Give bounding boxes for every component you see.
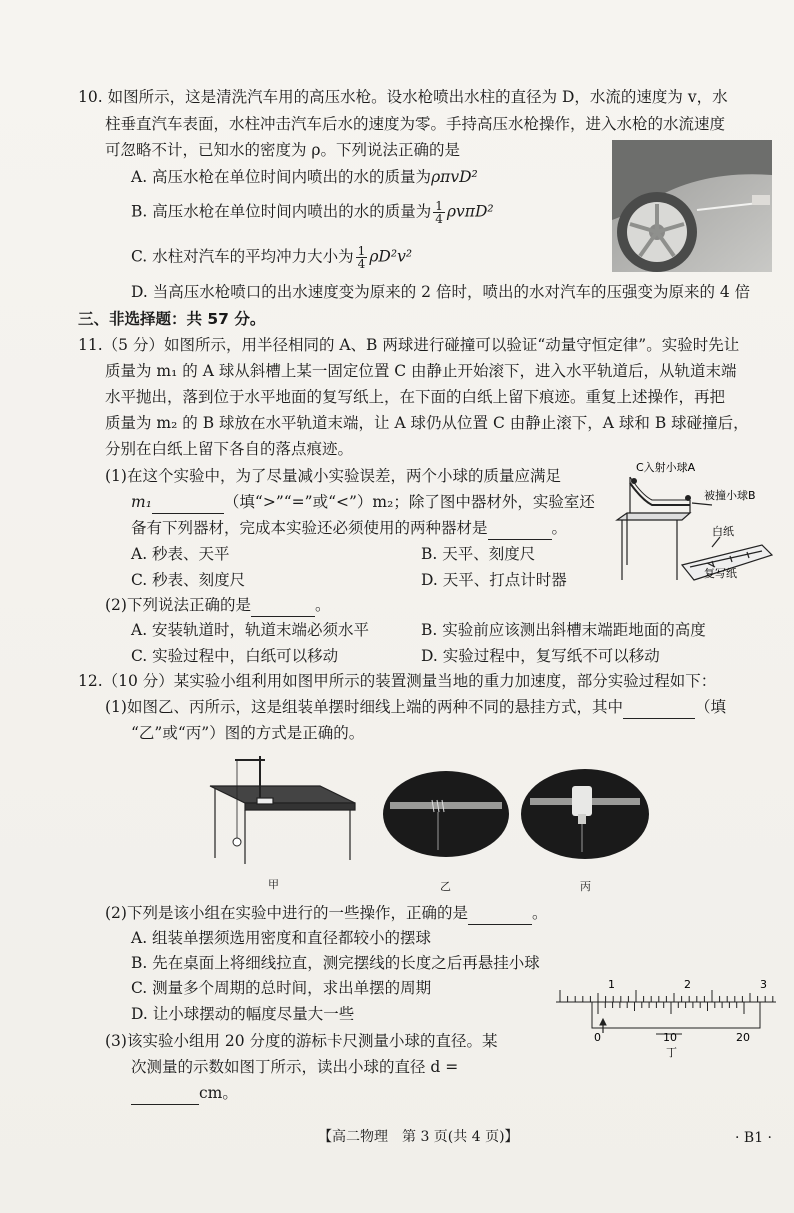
pendulum-apparatus-figure (205, 748, 365, 868)
q12-part2-option-a: A. 组装单摆须选用密度和直径都较小的摆球 (131, 929, 432, 947)
q10-option-d: D. 当高压水枪喷口的出水速度变为原来的 2 倍时，喷出的水对汽车的压强变为原来的 4 倍 (131, 283, 751, 301)
caption-ding: 丁 (666, 1046, 677, 1059)
q11-line3: 水平抛出，落到位于水平地面的复写纸上，在下面的白纸上留下痕迹。重复上述操作，再把 (105, 388, 726, 406)
answer-blank (468, 902, 532, 925)
answer-blank (152, 491, 224, 514)
caliper-main-label-2: 2 (684, 978, 691, 991)
q12-part3-line2: 次测量的示数如图丁所示，读出小球的直径 d = (131, 1058, 459, 1076)
q11-line1: 11.（5 分）如图所示，用半径相同的 A、B 两球进行碰撞可以验证“动量守恒定律”。实验时先让 (78, 336, 740, 354)
caliper-vernier-label-10: 10 (663, 1031, 677, 1044)
footer-page-info: 【高二物理 第 3 页(共 4 页)】 (318, 1129, 519, 1145)
answer-blank (251, 594, 315, 617)
q10-line1: 10. 如图所示，这是清洗汽车用的高压水枪。设水枪喷出水柱的直径为 D，水流的速度为 v，水 (78, 88, 728, 106)
q12-line1: 12.（10 分）某实验小组利用如图甲所示的装置测量当地的重力加速度，部分实验过程如下： (78, 672, 717, 690)
q11-part1-option-c: C. 秒表、刻度尺 (131, 571, 246, 589)
caption-bing: 丙 (580, 880, 591, 893)
section-3-heading: 三、非选择题：共 57 分。 (78, 310, 266, 328)
q12-part2-option-b: B. 先在桌面上将细线拉直，测完摆线的长度之后再悬挂小球 (131, 954, 540, 972)
fraction: $\frac{1}{4}$ (435, 199, 443, 226)
q11-part1-option-d: D. 天平、打点计时器 (421, 571, 567, 589)
q10-line3: 可忽略不计，已知水的密度为 ρ。下列说法正确的是 (105, 141, 461, 159)
q11-part1-line2: m₁ （填“>”“=”或“<”）m₂；除了图中器材外，实验室还 (131, 491, 595, 514)
q11-part1-option-b: B. 天平、刻度尺 (421, 545, 536, 563)
label-white-paper: 白纸 (712, 525, 734, 538)
caliper-vernier-label-20: 20 (736, 1031, 750, 1044)
label-carbon-paper: 复写纸 (704, 567, 737, 580)
q10-option-b: B. 高压水枪在单位时间内喷出的水的质量为 $\frac{1}{4}$ ρvπD² (131, 199, 494, 226)
q11-part2-option-a: A. 安装轨道时，轨道末端必须水平 (131, 621, 370, 639)
suspension-method-yi-photo (382, 770, 510, 858)
q12-part3-line3: cm。 (131, 1082, 238, 1105)
q11-line2: 质量为 m₁ 的 A 球从斜槽上某一固定位置 C 由静止开始滚下，进入水平轨道后，从轨道末端 (105, 362, 737, 380)
vernier-caliper-figure (556, 978, 781, 1063)
caption-yi: 乙 (440, 880, 451, 893)
caliper-main-label-1: 1 (608, 978, 615, 991)
fraction: $\frac{1}{4}$ (357, 244, 366, 271)
q12-part1-line2: “乙”或“丙”）图的方式是正确的。 (131, 724, 365, 742)
q11-part2-option-b: B. 实验前应该测出斜槽末端距地面的高度 (421, 621, 706, 639)
q12-part2-line: (2)下列是该小组在实验中进行的一些操作，正确的是 。 (105, 902, 547, 925)
caliper-vernier-label-0: 0 (594, 1031, 601, 1044)
label-incident-ball: C入射小球A (636, 461, 696, 474)
q10-line2: 柱垂直汽车表面，水柱冲击汽车后水的速度为零。手持高压水枪操作，进入水枪的水流速度 (105, 115, 726, 133)
answer-blank (623, 696, 695, 719)
collision-apparatus-figure (612, 455, 777, 590)
answer-blank (131, 1082, 199, 1105)
car-wash-photo (612, 140, 772, 272)
q10-option-a: A. 高压水枪在单位时间内喷出的水的质量为ρπvD² (131, 168, 478, 186)
q11-part2-option-d: D. 实验过程中，复写纸不可以移动 (421, 647, 660, 665)
q10-option-c: C. 水柱对汽车的平均冲力大小为 $\frac{1}{4}$ ρD²v² (131, 244, 413, 271)
answer-blank (488, 517, 552, 540)
q11-line4: 质量为 m₂ 的 B 球放在水平轨道末端，让 A 球仍从位置 C 由静止滚下，A 球和 B 球碰撞后， (105, 414, 749, 432)
q11-part2-option-c: C. 实验过程中，白纸可以移动 (131, 647, 339, 665)
suspension-method-bing-photo (520, 768, 650, 860)
caliper-main-label-3: 3 (760, 978, 767, 991)
q11-part1-option-a: A. 秒表、天平 (131, 545, 230, 563)
caption-jia: 甲 (268, 878, 279, 891)
q12-part2-option-c: C. 测量多个周期的总时间，求出单摆的周期 (131, 979, 432, 997)
q11-part1-line3: 备有下列器材，完成本实验还必须使用的两种器材是 。 (131, 517, 567, 540)
q11-line5: 分别在白纸上留下各自的落点痕迹。 (105, 440, 354, 458)
q12-part2-option-d: D. 让小球摆动的幅度尽量大一些 (131, 1005, 355, 1023)
q11-part1-line1: (1)在这个实验中，为了尽量减小实验误差，两个小球的质量应满足 (105, 467, 561, 485)
label-struck-ball: 被撞小球B (704, 489, 756, 502)
q11-part2-line: (2)下列说法正确的是 。 (105, 594, 330, 617)
q12-part1-line1: (1)如图乙、丙所示，这是组装单摆时细线上端的两种不同的悬挂方式，其中 （填 (105, 696, 726, 719)
q12-part3-line1: (3)该实验小组用 20 分度的游标卡尺测量小球的直径。某 (105, 1032, 498, 1050)
footer-code: · B1 · (735, 1130, 772, 1146)
